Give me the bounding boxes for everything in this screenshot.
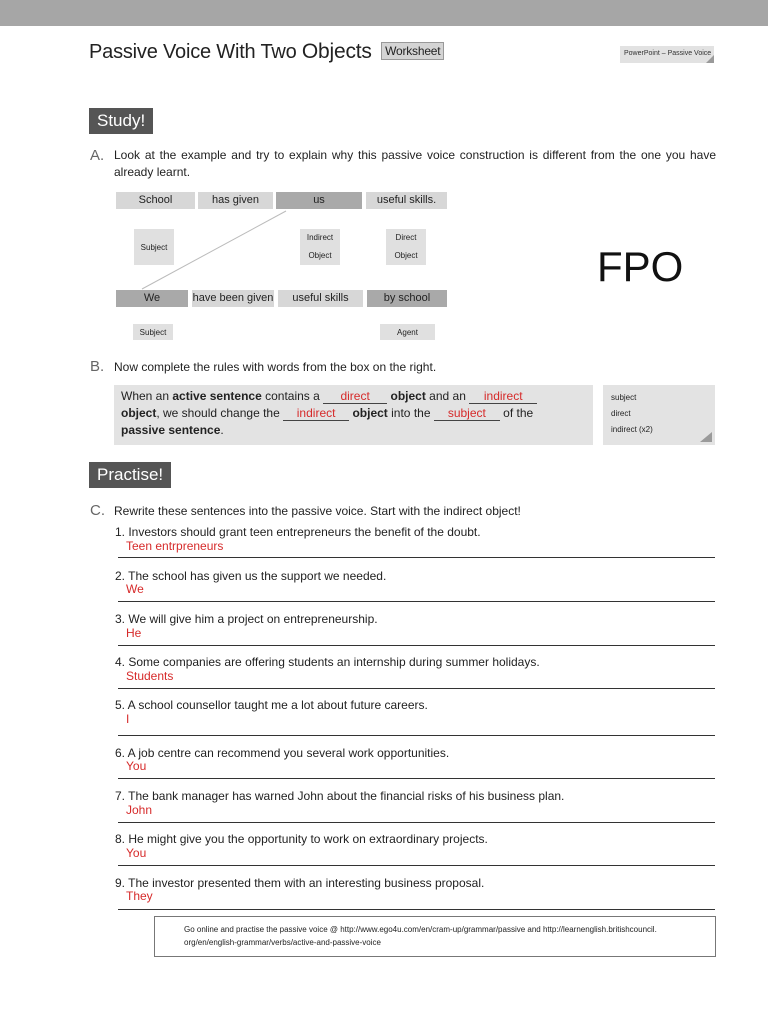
- exercise-answer-4[interactable]: Students: [126, 669, 174, 683]
- exercise-answer-9[interactable]: They: [126, 889, 153, 903]
- diagram-cell-have-been-given: have been given: [192, 290, 274, 307]
- word-box-item: indirect (x2): [611, 425, 653, 434]
- rule-text-6: of the: [499, 406, 534, 420]
- rule-blank-2[interactable]: indirect: [469, 389, 537, 404]
- answer-line-4: [118, 688, 715, 689]
- exercise-answer-1[interactable]: Teen entrpreneurs: [126, 539, 224, 553]
- exercise-question-8: 8. He might give you the opportunity to work on extraordinary projects.: [115, 832, 488, 846]
- rule-blank-1[interactable]: direct: [323, 389, 387, 404]
- rule-text-4: , we should change the: [156, 406, 284, 420]
- label-agent-text: Agent: [397, 327, 418, 337]
- exercise-answer-5[interactable]: I: [126, 712, 130, 726]
- title-text: Passive Voice With Two: [89, 41, 297, 63]
- word-box: [603, 385, 715, 445]
- diagram-cell-useful-skills: useful skills.: [366, 192, 447, 209]
- rule-bold-object-2: object: [121, 406, 157, 420]
- rule-text-5: into the: [387, 406, 434, 420]
- label-object-text: Object: [308, 251, 332, 260]
- label-subject-2-text: Subject: [139, 327, 167, 337]
- answer-line-7: [118, 822, 715, 823]
- answer-line-1: [118, 557, 715, 558]
- answer-line-6: [118, 778, 715, 779]
- label-subject-2: [133, 324, 173, 340]
- word-box-item: direct: [611, 409, 631, 418]
- page-fold-icon: [706, 55, 714, 63]
- rule-bold-object-1: object: [390, 389, 426, 403]
- section-letter-b: B.: [90, 358, 105, 375]
- powerpoint-label: [620, 46, 714, 63]
- exercise-question-6: 6. A job centre can recommend you several work opportunities.: [115, 746, 450, 760]
- section-letter-a: A.: [90, 147, 105, 164]
- answer-line-2: [118, 601, 715, 602]
- rule-bold-active-sentence: active sentence: [172, 389, 262, 403]
- instruction-a: Look at the example and try to explain why this passive voice construction is different from the one you have already learnt.: [114, 148, 716, 179]
- rule-text-3: and an: [425, 389, 470, 403]
- diagram-cell-school: School: [116, 192, 195, 209]
- top-bar: [0, 0, 768, 26]
- exercise-answer-6[interactable]: You: [126, 759, 147, 773]
- practise-heading: Practise!: [89, 462, 171, 488]
- exercise-question-2: 2. The school has given us the support we needed.: [115, 569, 387, 583]
- fpo-placeholder: FPO: [597, 243, 684, 290]
- label-direct-object: [386, 229, 426, 265]
- label-agent: [380, 324, 435, 340]
- label-indirect-text: Indirect: [306, 233, 334, 242]
- instruction-b: Now complete the rules with words from the box on the right.: [114, 360, 437, 374]
- label-subject-text: Subject: [140, 242, 168, 252]
- exercise-question-3: 3. We will give him a project on entrepreneurship.: [115, 612, 378, 626]
- answer-line-3: [118, 645, 715, 646]
- section-letter-c: C.: [90, 502, 105, 519]
- answer-line-8: [118, 865, 715, 866]
- rule-text-2: contains a: [261, 389, 324, 403]
- worksheet-tag: Worksheet: [381, 42, 444, 60]
- instruction-c: Rewrite these sentences into the passive voice. Start with the indirect object!: [114, 504, 521, 518]
- title-bold-text: Objects: [301, 40, 372, 63]
- label-indirect-object: [300, 229, 340, 265]
- answer-line-5: [118, 735, 715, 736]
- label-subject: [134, 229, 174, 265]
- rule-bold-object-3: object: [352, 406, 388, 420]
- exercise-answer-7[interactable]: John: [126, 803, 153, 817]
- rule-text-7: .: [220, 423, 224, 437]
- exercise-question-5: 5. A school counsellor taught me a lot about future careers.: [115, 698, 428, 712]
- page-fold-icon: [700, 432, 712, 442]
- exercise-answer-3[interactable]: He: [126, 626, 142, 640]
- powerpoint-label-text: PowerPoint – Passive Voice: [624, 50, 712, 57]
- rule-text-1: When an: [121, 389, 173, 403]
- answer-line-9: [118, 909, 715, 910]
- exercise-question-1: 1. Investors should grant teen entrepreneurs the benefit of the doubt.: [115, 525, 481, 539]
- study-heading: Study!: [89, 108, 153, 134]
- exercise-question-4: 4. Some companies are offering students an internship during summer holidays.: [115, 655, 540, 669]
- label-object-text-2: Object: [394, 251, 418, 260]
- exercise-answer-2[interactable]: We: [126, 582, 144, 596]
- label-direct-text: Direct: [395, 233, 417, 242]
- word-box-item: subject: [611, 393, 637, 402]
- exercise-question-7: 7. The bank manager has warned John about the financial risks of his business plan.: [115, 789, 565, 803]
- exercise-answer-8[interactable]: You: [126, 846, 147, 860]
- diagram-cell-by-school: by school: [367, 290, 447, 307]
- online-practice-link-1[interactable]: Go online and practise the passive voice @ http://www.ego4u.com/en/cram-up/grammar/passive and http://learnenglish.britishcouncil.: [184, 925, 657, 934]
- diagram-cell-useful-skills-2: useful skills: [278, 290, 363, 307]
- diagram-cell-us: us: [276, 192, 362, 209]
- rule-blank-4[interactable]: subject: [434, 406, 500, 421]
- online-practice-link-2[interactable]: org/en/english-grammar/verbs/active-and-passive-voice: [184, 938, 381, 947]
- online-practice-box: [154, 916, 716, 957]
- diagram-cell-has-given: has given: [198, 192, 273, 209]
- diagram-cell-we: We: [116, 290, 188, 307]
- rule-bold-passive-sentence: passive sentence: [121, 423, 221, 437]
- exercise-question-9: 9. The investor presented them with an interesting business proposal.: [115, 876, 485, 890]
- rule-box: [114, 385, 593, 445]
- rule-blank-3[interactable]: indirect: [283, 406, 349, 421]
- page-title: [89, 40, 444, 64]
